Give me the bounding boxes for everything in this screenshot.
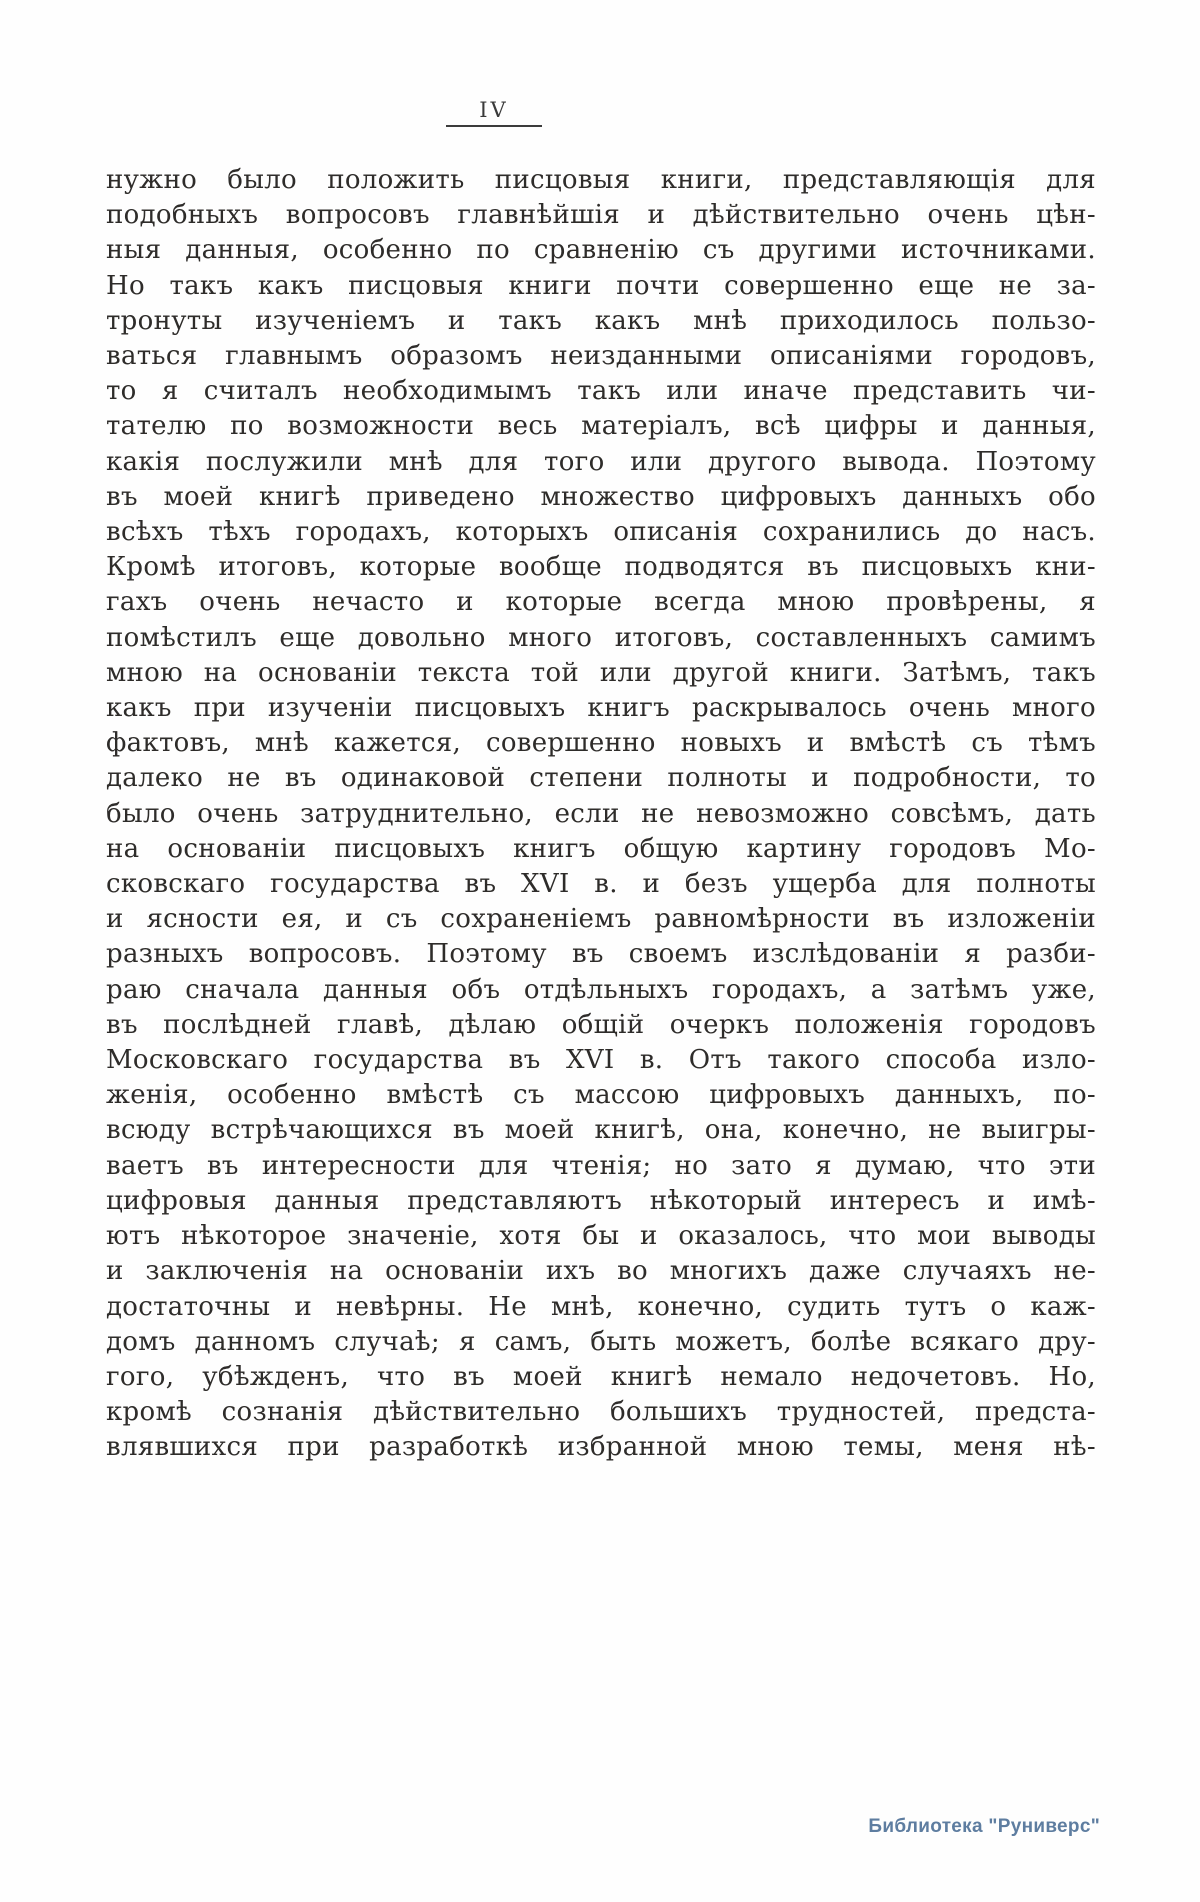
text-line: нужно было положить писцовыя книги, представляющія для xyxy=(106,165,1096,195)
text-line: сковскаго государства въ XVI в. и безъ ущерба для полноты xyxy=(106,869,1096,900)
page-header xyxy=(438,98,550,127)
text-line: тателю по возможности весь матеріалъ, всѣ цифры и данныя, xyxy=(106,411,1096,442)
text-line: ныя данныя, особенно по сравненію съ другими источниками. xyxy=(106,235,1096,266)
page-number: IV xyxy=(479,98,509,122)
text-line: и ясности ея, и съ сохраненіемъ равномѣрности въ изложеніи xyxy=(106,904,1096,935)
body-text xyxy=(106,163,1096,1466)
text-line: мною на основаніи текста той или другой книги. Затѣмъ, такъ xyxy=(106,657,1096,688)
text-line: тронуты изученіемъ и такъ какъ мнѣ приходилось пользо- xyxy=(106,305,1096,336)
text-line: и заключенія на основаніи ихъ во многихъ даже случаяхъ не- xyxy=(106,1256,1096,1287)
text-line: ваться главнымъ образомъ неизданными описаніями городовъ, xyxy=(106,341,1096,372)
text-line: ютъ нѣкоторое значеніе, хотя бы и оказалось, что мои выводы xyxy=(106,1221,1096,1252)
text-line: гого, убѣжденъ, что въ моей книгѣ немало недочетовъ. Но, xyxy=(106,1361,1096,1392)
text-line: подобныхъ вопросовъ главнѣйшія и дѣйствительно очень цѣн- xyxy=(106,200,1096,231)
text-line: домъ данномъ случаѣ; я самъ, быть можетъ, болѣе всякаго дру- xyxy=(106,1326,1096,1357)
text-line: въ послѣдней главѣ, дѣлаю общій очеркъ положенія городовъ xyxy=(106,1009,1096,1040)
text-line: достаточны и невѣрны. Не мнѣ, конечно, судить тутъ о каж- xyxy=(106,1291,1096,1322)
text-line: то я считалъ необходимымъ такъ или иначе представить чи- xyxy=(106,376,1096,407)
text-line: фактовъ, мнѣ кажется, совершенно новыхъ и вмѣстѣ съ тѣмъ xyxy=(106,728,1096,759)
text-line: влявшихся при разработкѣ избранной мною темы, меня нѣ- xyxy=(106,1432,1096,1463)
text-line: ваетъ въ интересности для чтенія; но зато я думаю, что эти xyxy=(106,1150,1096,1181)
text-line: въ моей книгѣ приведено множество цифровыхъ данныхъ обо xyxy=(106,481,1096,512)
text-line: помѣстилъ еще довольно много итоговъ, составленныхъ самимъ xyxy=(106,622,1096,653)
page-number-underline xyxy=(446,125,542,127)
text-line: кромѣ сознанія дѣйствительно большихъ трудностей, предста- xyxy=(106,1397,1096,1428)
text-line: цифровыя данныя представляютъ нѣкоторый интересъ и имѣ- xyxy=(106,1185,1096,1216)
text-line: гахъ очень нечасто и которые всегда мною провѣрены, я xyxy=(106,587,1096,618)
text-line: разныхъ вопросовъ. Поэтому въ своемъ изслѣдованіи я разби- xyxy=(106,939,1096,970)
text-line: всюду встрѣчающихся въ моей книгѣ, она, конечно, не выигры- xyxy=(106,1115,1096,1146)
text-line: Но такъ какъ писцовыя книги почти совершенно еще не за- xyxy=(106,270,1096,301)
text-line: женія, особенно вмѣстѣ съ массою цифровыхъ данныхъ, по- xyxy=(106,1080,1096,1111)
text-line: раю сначала данныя объ отдѣльныхъ городахъ, а затѣмъ уже, xyxy=(106,974,1096,1005)
text-line: Кромѣ итоговъ, которые вообще подводятся въ писцовыхъ кни- xyxy=(106,552,1096,583)
text-line: на основаніи писцовыхъ книгъ общую картину городовъ Мо- xyxy=(106,833,1096,864)
text-line: Московскаго государства въ XVI в. Отъ такого способа изло- xyxy=(106,1045,1096,1076)
text-line: далеко не въ одинаковой степени полноты и подробности, то xyxy=(106,763,1096,794)
text-line: всѣхъ тѣхъ городахъ, которыхъ описанія сохранились до насъ. xyxy=(106,517,1096,548)
text-line: какъ при изученіи писцовыхъ книгъ раскрывалось очень много xyxy=(106,693,1096,724)
text-line: было очень затруднительно, если не невозможно совсѣмъ, дать xyxy=(106,798,1096,829)
text-line: какія послужили мнѣ для того или другого вывода. Поэтому xyxy=(106,446,1096,477)
library-watermark: Библиотека "Руниверс" xyxy=(868,1816,1100,1837)
